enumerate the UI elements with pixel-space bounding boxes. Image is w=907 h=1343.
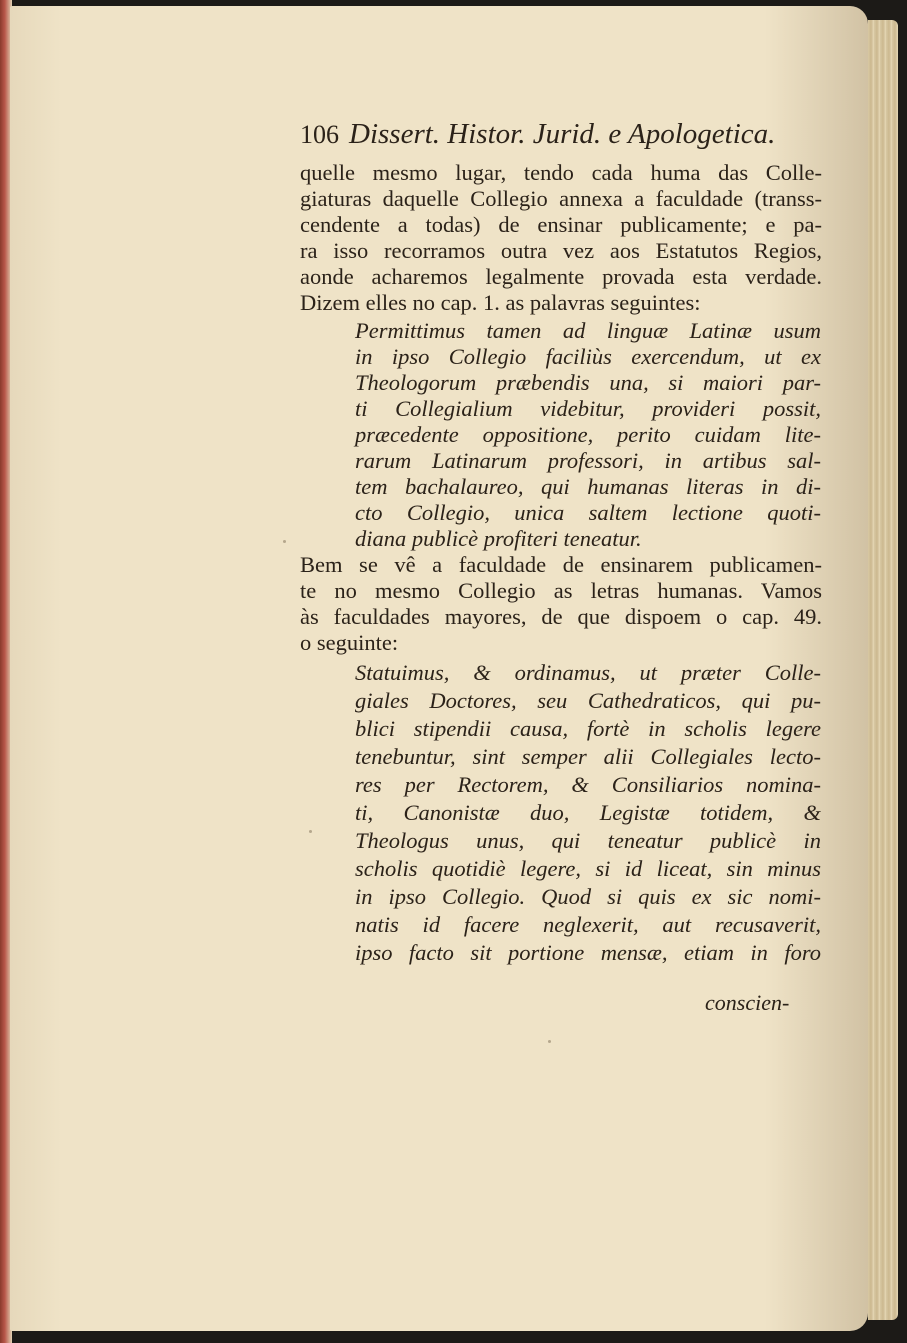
quote-line: natis id facere neglexerit, aut recusaverit, [355,912,821,937]
page-number: 106 [300,120,339,149]
quote-line: Statuimus, & ordinamus, ut præter Colle- [355,660,821,685]
quote-line: res per Rectorem, & Consiliarios nomina- [355,772,821,797]
running-title: Dissert. Histor. Jurid. e Apologetica. [349,118,776,150]
quote-line: Theologorum præbendis una, si maiori par- [355,370,821,395]
ink-speck [548,1040,551,1043]
body-line: quelle mesmo lugar, tendo cada huma das Colle- [300,160,822,185]
body-line: cendente a todas) de ensinar publicamente; e pa- [300,212,822,237]
body-line: aonde acharemos legalmente provada esta verdade. [300,264,822,289]
quote-line: Permittimus tamen ad linguæ Latinæ usum [355,318,821,343]
body-line: Bem se vê a faculdade de ensinarem publicamen- [300,552,822,577]
quote-line: in ipso Collegio. Quod si quis ex sic nomi- [355,884,821,909]
quote-line: tenebuntur, sint semper alii Collegiales lecto- [355,744,821,769]
body-line: te no mesmo Collegio as letras humanas. Vamos [300,578,822,603]
quote-line: ipso facto sit portione mensæ, etiam in foro [355,940,821,965]
quote-line: blici stipendii causa, fortè in scholis legere [355,716,821,741]
ink-speck [283,540,286,543]
quote-line: Theologus unus, qui teneatur publicè in [355,828,821,853]
quote-line: tem bachalaureo, qui humanas literas in di- [355,474,821,499]
body-line: às faculdades mayores, de que dispoem o cap. 49. [300,604,822,629]
quote-line: ti Collegialium videbitur, provideri possit, [355,396,821,421]
quote-line: cto Collegio, unica saltem lectione quoti- [355,500,821,525]
quote-line: præcedente oppositione, perito cuidam lite- [355,422,821,447]
quote-line: giales Doctores, seu Cathedraticos, qui pu- [355,688,821,713]
quote-line: scholis quotidiè legere, si id liceat, sin minus [355,856,821,881]
running-header [300,118,820,158]
body-line: o seguinte: [300,630,399,655]
body-line: giaturas daquelle Collegio annexa a faculdade (transs- [300,186,822,211]
quote-line: in ipso Collegio faciliùs exercendum, ut ex [355,344,821,369]
quote-line: rarum Latinarum professori, in artibus sal- [355,448,821,473]
body-line: ra isso recorramos outra vez aos Estatutos Regios, [300,238,822,263]
body-line: Dizem elles no cap. 1. as palavras seguintes: [300,290,701,315]
catchword: conscien- [705,990,790,1015]
quote-line: diana publicè profiteri teneatur. [355,526,642,551]
quote-line: ti, Canonistæ duo, Legistæ totidem, & [355,800,821,825]
ink-speck [309,830,312,833]
